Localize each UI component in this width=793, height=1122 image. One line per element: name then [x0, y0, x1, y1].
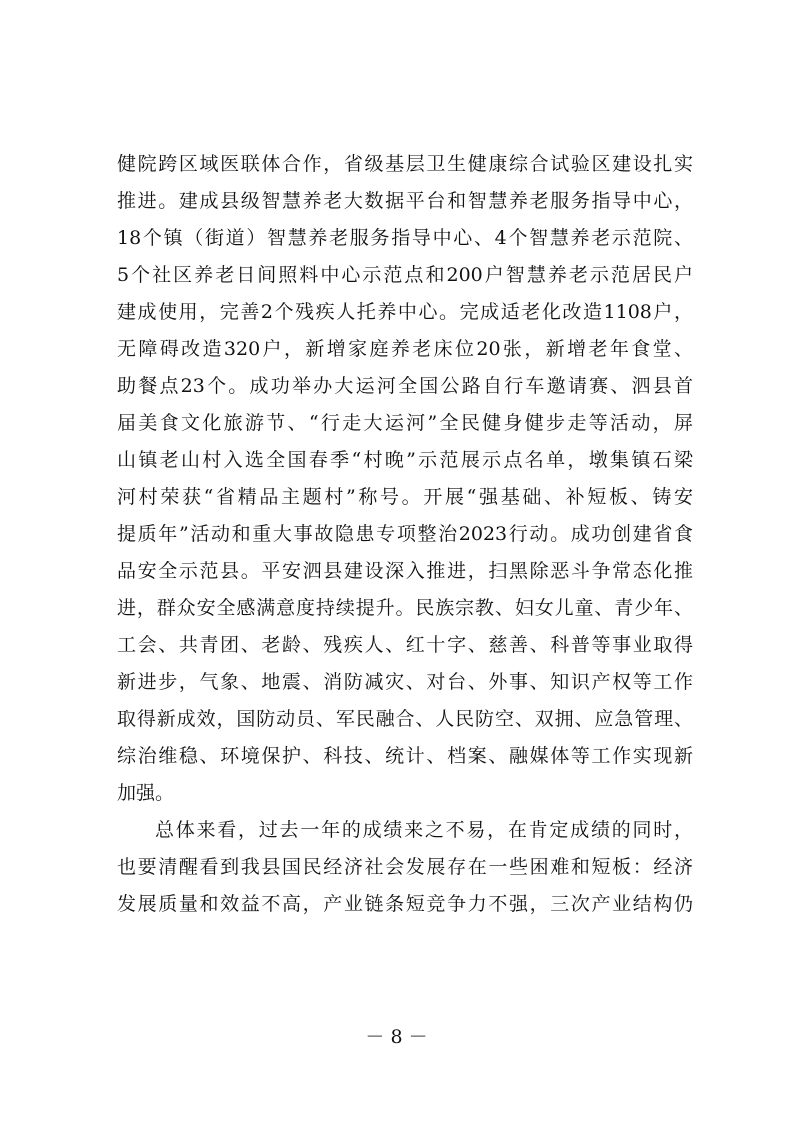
paragraph-1-line-10: 河村荣获“省精品主题村”称号。开展“强基础、补短板、铸安 [117, 486, 693, 508]
paragraph-1-line-7: 助餐点23个。成功举办大运河全国公路自行车邀请赛、泗县首 [117, 375, 693, 397]
paragraph-1-line-15: 新进步，气象、地震、消防减灾、对台、外事、知识产权等工作 [117, 671, 693, 693]
paragraph-2-line-3: 发展质量和效益不高，产业链条短竞争力不强，三次产业结构仍 [117, 893, 693, 915]
paragraph-1-line-6: 无障碍改造320户，新增家庭养老床位20张，新增老年食堂、 [117, 338, 693, 360]
page-number: － 8 － [365, 1026, 428, 1048]
paragraph-1-line-17: 综治维稳、环境保护、科技、统计、档案、融媒体等工作实现新 [117, 745, 693, 767]
paragraph-1-line-16: 取得新成效，国防动员、军民融合、人民防空、双拥、应急管理、 [117, 708, 693, 730]
paragraph-1-line-4: 5个社区养老日间照料中心示范点和200户智慧养老示范居民户 [117, 264, 693, 286]
paragraph-1-line-9: 山镇老山村入选全国春季“村晚”示范展示点名单，墩集镇石梁 [117, 449, 693, 471]
paragraph-1-line-5: 建成使用，完善2个残疾人托养中心。完成适老化改造1108户， [117, 301, 693, 323]
paragraph-2-line-2: 也要清醒看到我县国民经济社会发展存在一些困难和短板：经济 [117, 856, 693, 878]
paragraph-1-line-8: 届美食文化旅游节、“行走大运河”全民健身健步走等活动，屏 [117, 412, 693, 434]
paragraph-1-line-11: 提质年”活动和重大事故隐患专项整治2023行动。成功创建省食 [117, 523, 693, 545]
paragraph-1-line-18: 加强。 [117, 782, 175, 804]
paragraph-1-line-1: 健院跨区域医联体合作，省级基层卫生健康综合试验区建设扎实 [117, 153, 693, 175]
paragraph-1-line-14: 工会、共青团、老龄、残疾人、红十字、慈善、科普等事业取得 [117, 634, 693, 656]
paragraph-1-line-13: 进，群众安全感满意度持续提升。民族宗教、妇女儿童、青少年、 [117, 597, 693, 619]
paragraph-1-line-3: 18个镇（街道）智慧养老服务指导中心、4个智慧养老示范院、 [117, 227, 693, 249]
paragraph-1-line-12: 品安全示范县。平安泗县建设深入推进，扫黑除恶斗争常态化推 [117, 560, 693, 582]
paragraph-1-line-2: 推进。建成县级智慧养老大数据平台和智慧养老服务指导中心， [117, 190, 693, 212]
paragraph-2-line-1: 总体来看，过去一年的成绩来之不易，在肯定成绩的同时， [155, 819, 693, 841]
body-text [117, 146, 693, 923]
